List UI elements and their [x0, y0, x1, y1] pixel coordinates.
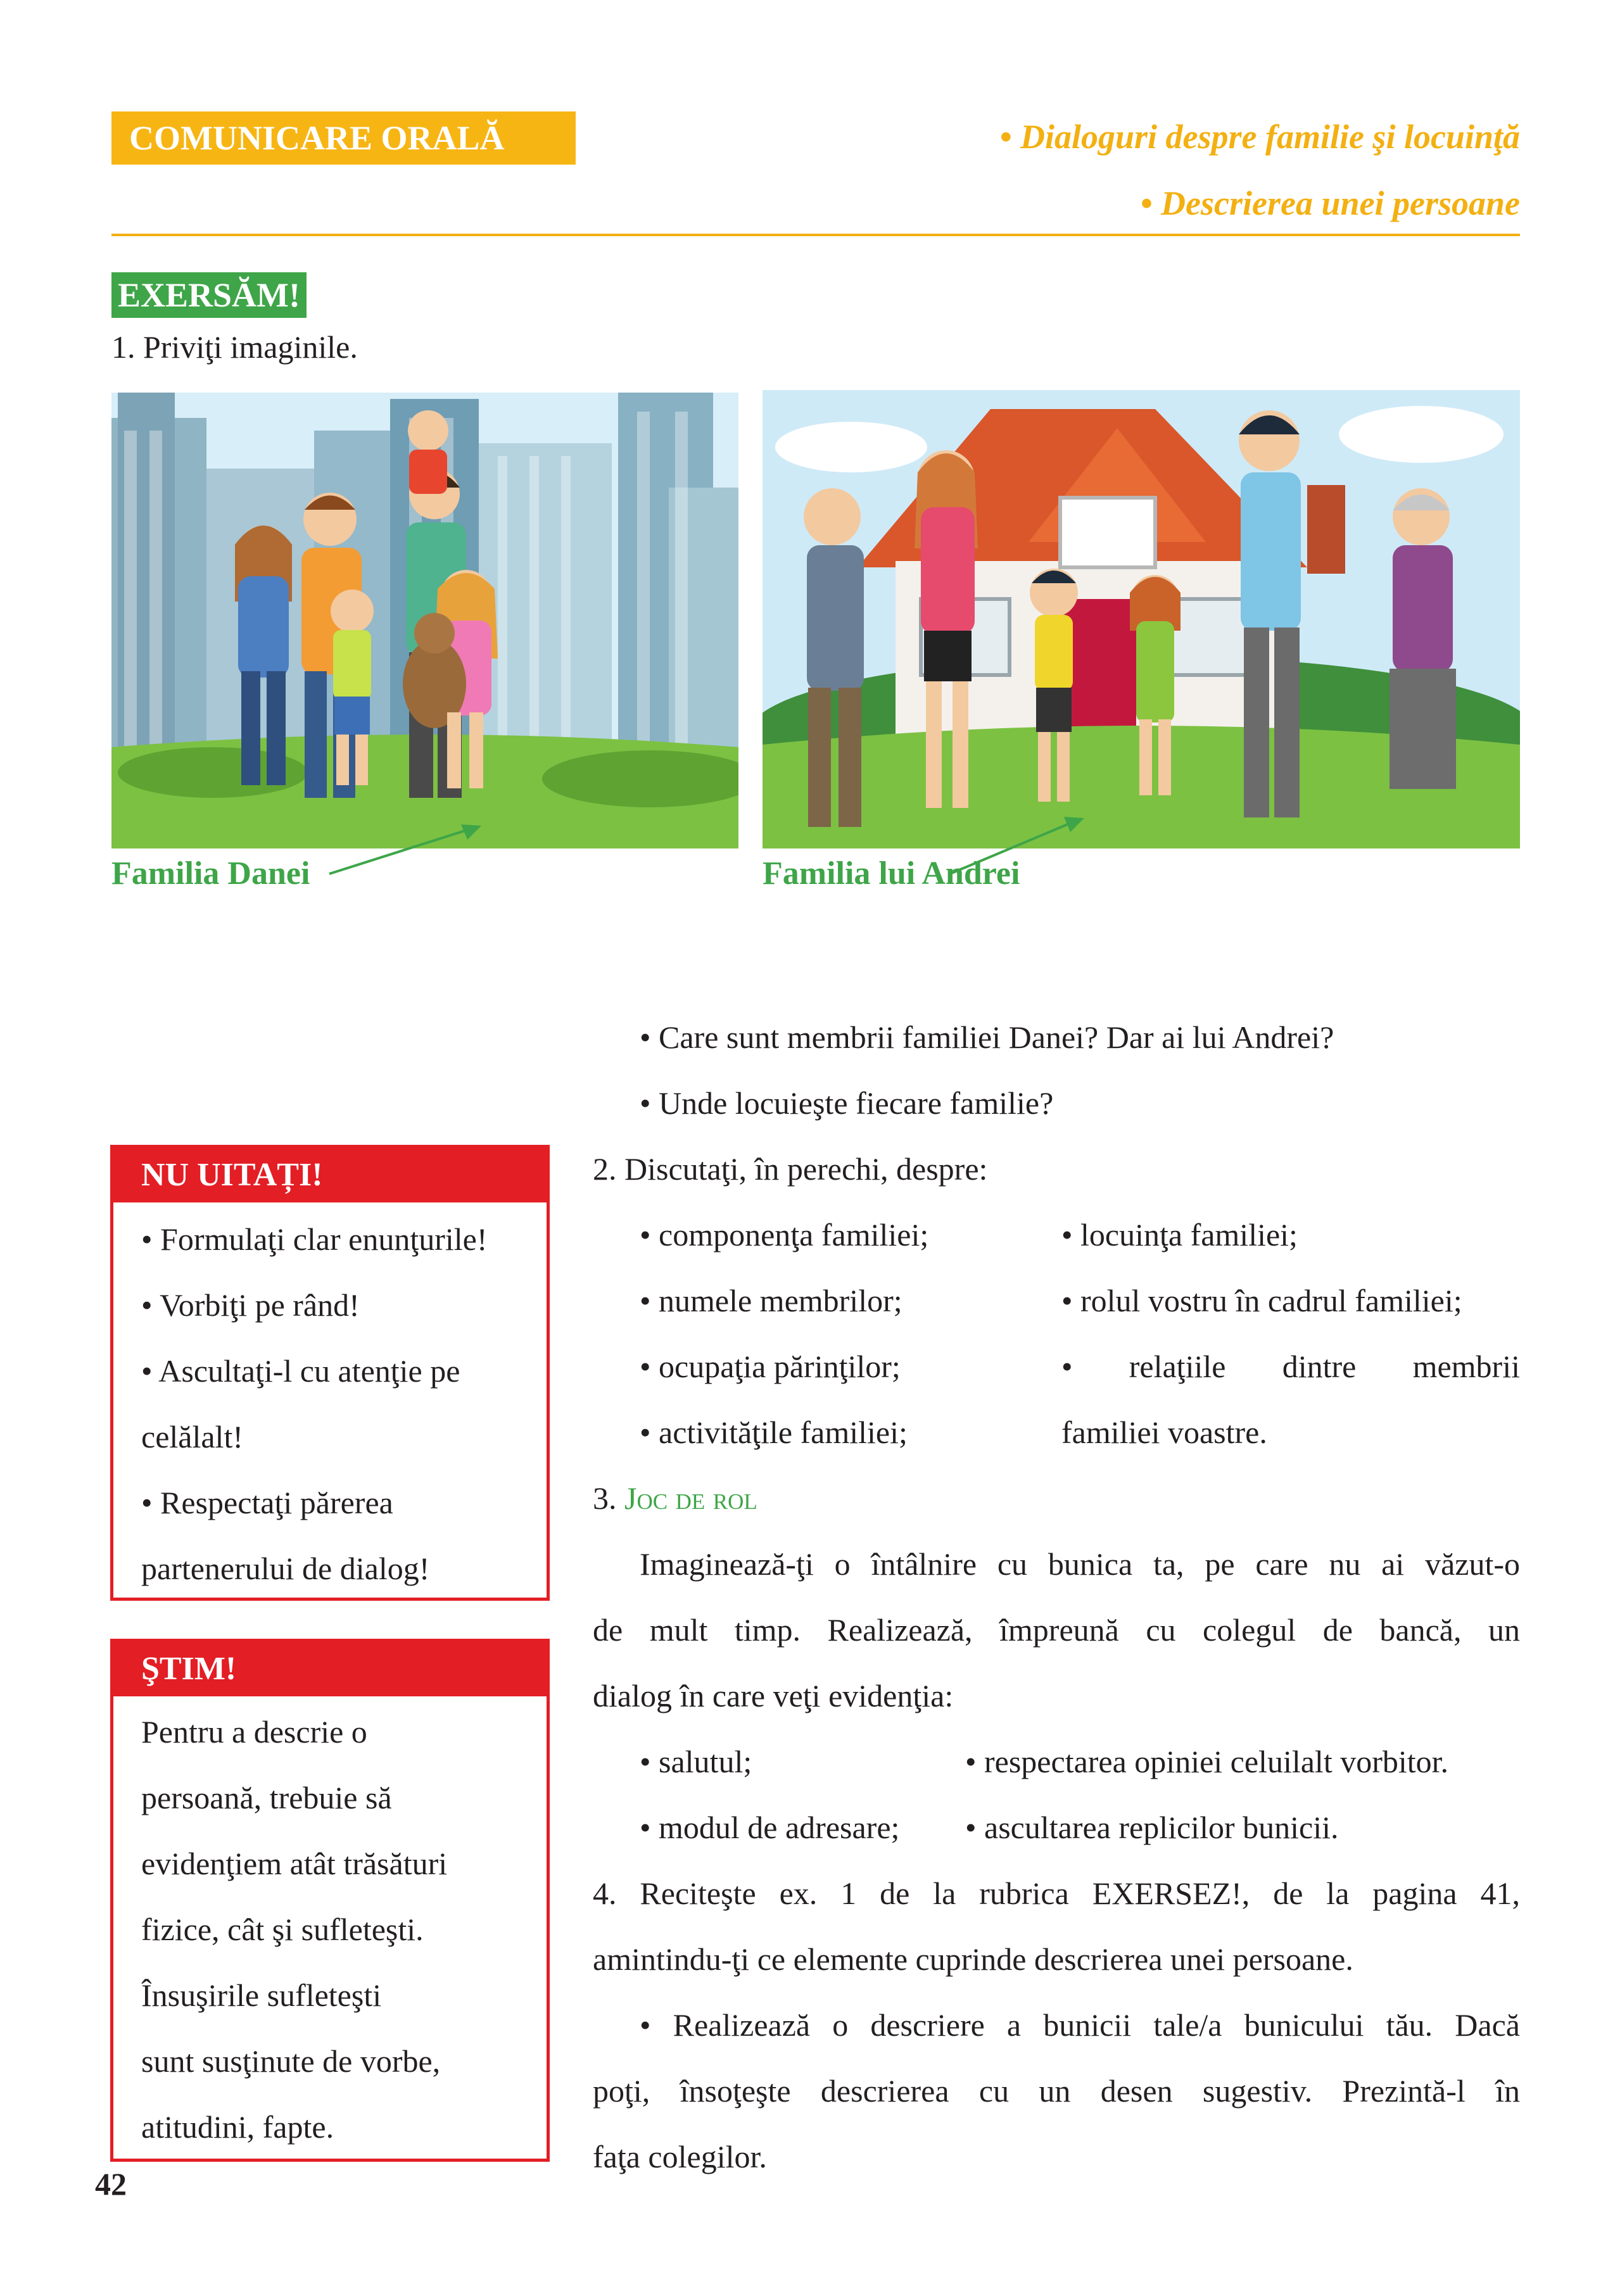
ex4-line: faţa colegilor.: [593, 2139, 767, 2174]
ex2-right-item: • relaţiile dintre membrii: [1061, 1349, 1520, 1384]
ex3-right-item: • respectarea opiniei celuilalt vorbitor.: [965, 1744, 1449, 1779]
ex3-paragraph-line: Imaginează-ţi o întâlnire cu bunica ta, pe care nu ai văzut-o: [640, 1546, 1520, 1582]
ex3-paragraph-line: dialog în care veţi evidenţia:: [593, 1678, 954, 1713]
stim-line: fizice, cât şi sufleteşti.: [141, 1912, 424, 1947]
ex3-paragraph-line: de mult timp. Realizează, împreună cu colegul de bancă, un: [593, 1612, 1520, 1648]
exercise-1-intro: 1. Priviţi imaginile.: [111, 329, 358, 365]
header-divider: [111, 234, 1520, 236]
exercise-3-heading: [593, 1479, 757, 1517]
ex4-line: 4. Reciteşte ex. 1 de la rubrica EXERSEZ!, de la pagina 41,: [593, 1876, 1520, 1911]
ex4-line: poţi, însoţeşte descrierea cu un desen sugestiv. Prezintă-l în: [593, 2073, 1520, 2109]
family-dana-illustration: [111, 393, 738, 848]
section-badge: COMUNICARE ORALĂ: [111, 111, 576, 165]
stim-line: evidenţiem atât trăsături: [141, 1846, 448, 1881]
family-andrei-illustration: [763, 390, 1520, 848]
nu-uitati-line: • Formulaţi clar enunţurile!: [141, 1221, 488, 1257]
ex2-left-item: • numele membrilor;: [640, 1283, 902, 1318]
caption-familia-lui-andrei: Familia lui Andrei: [763, 855, 1020, 892]
ex2-right-item: familiei voastre.: [1061, 1415, 1267, 1450]
nu-uitati-title: NU UITAȚI!: [113, 1148, 547, 1202]
caption-arrow-right: [944, 798, 1108, 886]
nu-uitati-line: celălalt!: [141, 1419, 243, 1454]
ex4-line: • Realizează o descriere a bunicii tale/a bunicului tău. Dacă: [640, 2007, 1520, 2043]
ex2-left-item: • componenţa familiei;: [640, 1217, 929, 1252]
ex2-right-item: • rolul vostru în cadrul familiei;: [1061, 1283, 1462, 1318]
nu-uitati-line: • Ascultaţi-l cu atenţie pe: [141, 1353, 460, 1389]
ex2-left-item: • ocupaţia părinţilor;: [640, 1349, 901, 1384]
nu-uitati-box: [110, 1145, 550, 1601]
question-2: • Unde locuieşte fiecare familie?: [640, 1085, 1054, 1121]
exercise-3-title: Joc de rol: [624, 1480, 757, 1516]
stim-line: sunt susţinute de vorbe,: [141, 2043, 441, 2079]
exersam-label: EXERSĂM!: [111, 272, 307, 318]
stim-line: Pentru a descrie o: [141, 1714, 367, 1750]
stim-line: Însuşirile sufleteşti: [141, 1977, 382, 2013]
ex3-right-item: • ascultarea replicilor bunicii.: [965, 1810, 1339, 1845]
question-1: • Care sunt membrii familiei Danei? Dar ai lui Andrei?: [640, 1019, 1334, 1055]
caption-familia-danei: Familia Danei: [111, 855, 310, 892]
exercise-3-number: 3.: [593, 1480, 617, 1516]
stim-line: persoană, trebuie să: [141, 1780, 392, 1815]
stim-line: atitudini, fapte.: [141, 2109, 334, 2145]
topic-line-2: • Descrierea unei persoane: [1140, 184, 1520, 222]
exercise-2-intro: 2. Discutaţi, în perechi, despre:: [593, 1151, 988, 1187]
caption-arrow-left: [317, 811, 507, 886]
page-number: 42: [95, 2166, 127, 2202]
nu-uitati-line: partenerului de dialog!: [141, 1551, 430, 1586]
ex3-left-item: • salutul;: [640, 1744, 752, 1779]
stim-title: ŞTIM!: [113, 1642, 547, 1696]
ex2-right-item: • locuinţa familiei;: [1061, 1217, 1298, 1252]
ex3-left-item: • modul de adresare;: [640, 1810, 900, 1845]
ex2-left-item: • activităţile familiei;: [640, 1415, 908, 1450]
nu-uitati-line: • Vorbiţi pe rând!: [141, 1287, 360, 1323]
nu-uitati-line: • Respectaţi părerea: [141, 1485, 393, 1520]
ex4-line: amintindu-ţi ce elemente cuprinde descrierea unei persoane.: [593, 1941, 1353, 1977]
topic-line-1: • Dialoguri despre familie şi locuinţă: [999, 118, 1520, 156]
stim-box: [110, 1639, 550, 2162]
